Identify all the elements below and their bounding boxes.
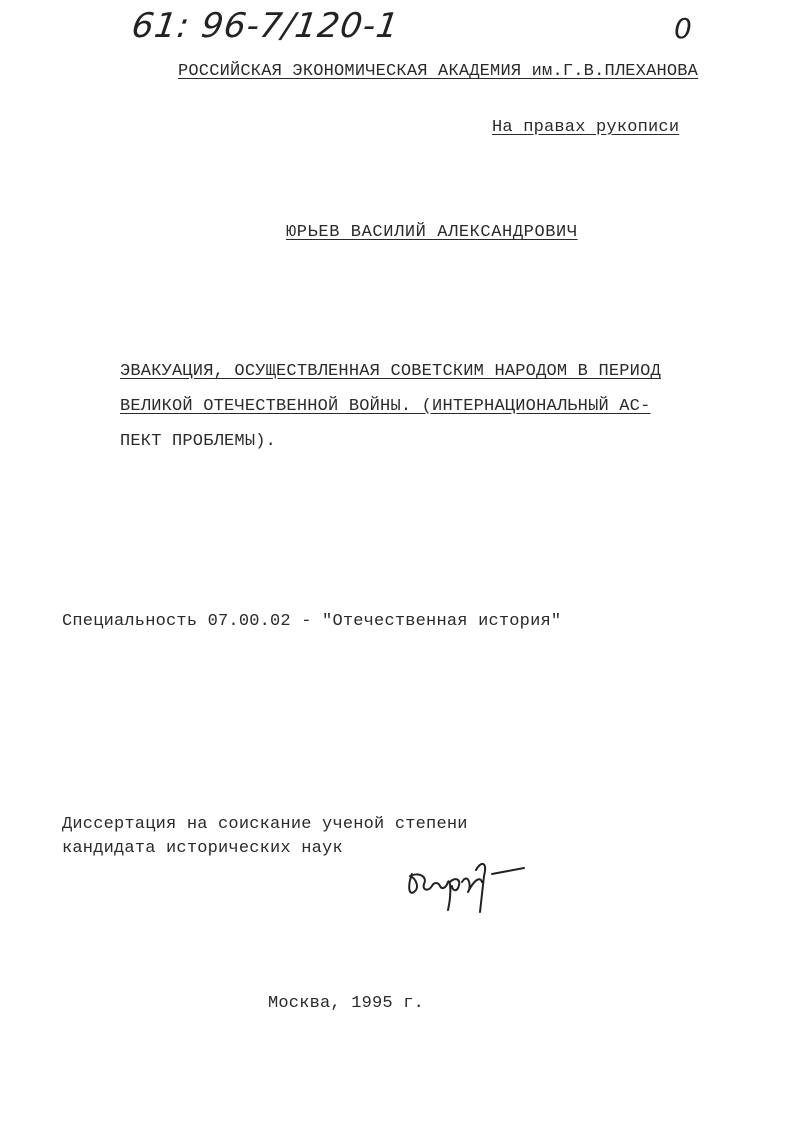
organization-name: РОССИЙСКАЯ ЭКОНОМИЧЕСКАЯ АКАДЕМИЯ им.Г.В.ПЛЕХАНОВА: [178, 62, 699, 81]
handwritten-corner-mark: 0: [674, 12, 692, 45]
title-line-2: ВЕЛИКОЙ ОТЕЧЕСТВЕННОЙ ВОЙНЫ. (ИНТЕРНАЦИОНАЛЬНЫЙ АС-: [120, 397, 651, 416]
city-year: Москва, 1995 г.: [268, 994, 425, 1013]
handwritten-signature: [398, 852, 538, 916]
title-line-3: ПЕКТ ПРОБЛЕМЫ).: [120, 432, 277, 451]
handwritten-catalog-code: 61: 96-7/120-1: [129, 6, 402, 46]
dissertation-line-2: кандидата исторических наук: [62, 839, 343, 858]
author-name: ЮРЬЕВ ВАСИЛИЙ АЛЕКСАНДРОВИЧ: [286, 223, 578, 242]
title-line-1: ЭВАКУАЦИЯ, ОСУЩЕСТВЛЕННАЯ СОВЕТСКИМ НАРОДОМ В ПЕРИОД: [120, 362, 661, 381]
specialty-text: Специальность 07.00.02 - "Отечественная история": [62, 612, 562, 631]
rights-note: На правах рукописи: [492, 118, 680, 137]
dissertation-line-1: Диссертация на соискание ученой степени: [62, 815, 468, 834]
